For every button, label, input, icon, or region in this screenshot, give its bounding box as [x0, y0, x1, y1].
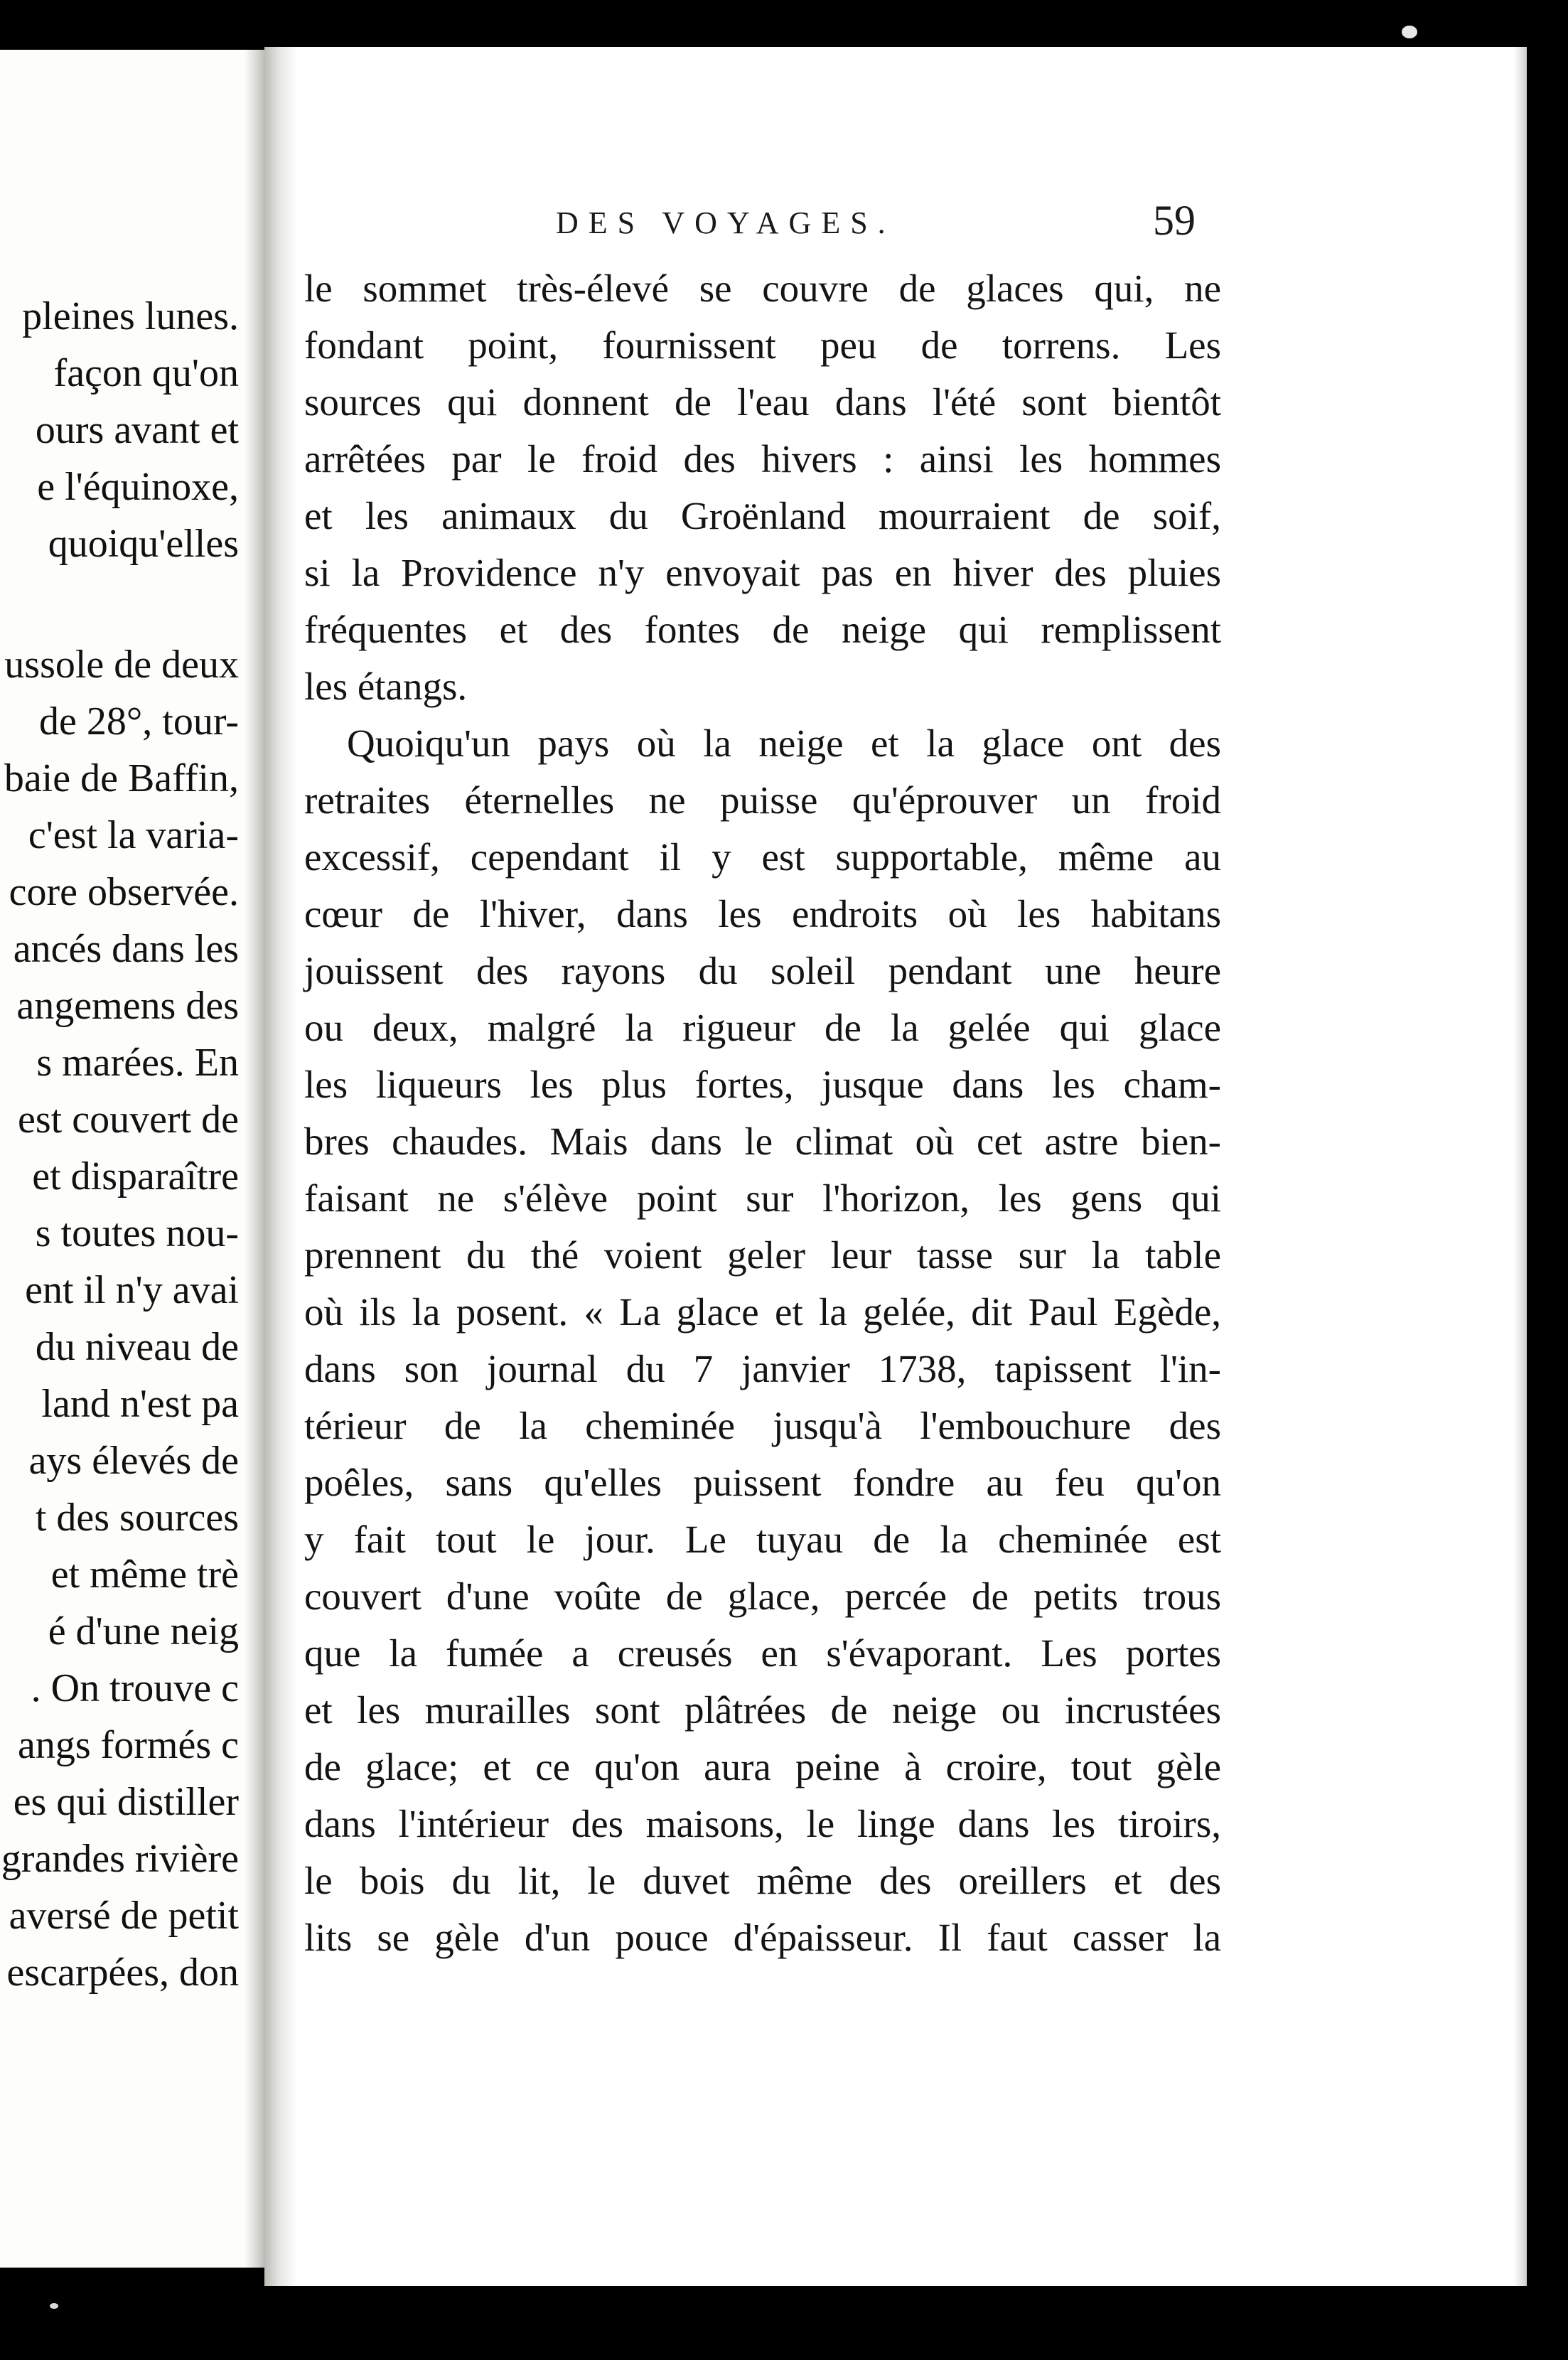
- text-line: le bois du lit, le duvet même des oreillers et des: [304, 1859, 1221, 1902]
- text-line: le sommet très-élevé se couvre de glaces qui, ne: [304, 267, 1221, 310]
- left-text-line: et disparaître: [32, 1154, 239, 1198]
- text-line: si la Providence n'y envoyait pas en hiver des pluies: [304, 551, 1221, 594]
- scan-speck: [50, 2303, 58, 2309]
- running-head: DES VOYAGES.: [556, 205, 896, 240]
- left-text-line: land n'est pa: [41, 1382, 239, 1426]
- left-text-line: aversé de petit: [9, 1894, 239, 1938]
- text-line: que la fumée a creusés en s'évaporant. Les portes: [304, 1631, 1221, 1675]
- text-line: térieur de la cheminée jusqu'à l'embouchure des: [304, 1404, 1221, 1447]
- text-line: et les murailles sont plâtrées de neige ou incrustées: [304, 1688, 1221, 1732]
- left-text-line: façon qu'on: [53, 351, 239, 395]
- left-text-line: ours avant et: [35, 408, 239, 452]
- left-text-line: quoiqu'elles: [48, 522, 239, 566]
- left-text-line: é d'une neig: [48, 1609, 239, 1653]
- text-line: fréquentes et des fontes de neige qui remplissent: [304, 608, 1221, 651]
- text-line: lits se gèle d'un pouce d'épaisseur. Il faut casser la: [304, 1916, 1221, 1959]
- left-page-gutter-shadow: [245, 50, 264, 2268]
- left-text-line: baie de Baffin,: [4, 756, 239, 800]
- text-line: cœur de l'hiver, dans les endroits où les habitans: [304, 892, 1221, 935]
- scan-speck: [1402, 26, 1417, 38]
- text-line: poêles, sans qu'elles puissent fondre au feu qu'on: [304, 1461, 1221, 1504]
- left-text-line: angemens des: [16, 984, 239, 1028]
- text-line: où ils la posent. « La glace et la gelée, dit Paul Egède,: [304, 1290, 1221, 1334]
- right-book-page: [264, 47, 1527, 2286]
- left-text-line: escarpées, don: [6, 1951, 239, 1995]
- text-line: prennent du thé voient geler leur tasse sur la table: [304, 1233, 1221, 1277]
- text-line: fondant point, fournissent peu de torrens. Les: [304, 323, 1221, 367]
- left-facing-page: [0, 50, 264, 2268]
- left-text-line: ays élevés de: [28, 1439, 239, 1483]
- text-line: jouissent des rayons du soleil pendant une heure: [304, 949, 1221, 992]
- text-line: retraites éternelles ne puisse qu'éprouver un froid: [304, 778, 1221, 822]
- text-line: de glace; et ce qu'on aura peine à croire, tout gèle: [304, 1745, 1221, 1788]
- text-line: les liqueurs les plus fortes, jusque dans les cham-: [304, 1063, 1221, 1106]
- text-line: dans son journal du 7 janvier 1738, tapissent l'in-: [304, 1347, 1221, 1390]
- left-text-line: de 28°, tour-: [39, 699, 239, 744]
- page-gutter-shadow: [264, 47, 297, 2286]
- left-text-line: es qui distiller: [13, 1780, 239, 1824]
- text-line: sources qui donnent de l'eau dans l'été sont bientôt: [304, 380, 1221, 424]
- left-text-line: e l'équinoxe,: [37, 465, 239, 509]
- text-line: faisant ne s'élève point sur l'horizon, les gens qui: [304, 1176, 1221, 1220]
- left-text-line: du niveau de: [35, 1325, 239, 1369]
- left-text-line: ussole de deux: [4, 643, 239, 687]
- left-text-line: s toutes nou-: [35, 1211, 239, 1255]
- page-body-text: [304, 260, 1221, 1966]
- left-text-line: s marées. En: [36, 1041, 239, 1085]
- text-line: y fait tout le jour. Le tuyau de la cheminée est: [304, 1518, 1221, 1561]
- text-line: excessif, cependant il y est supportable, même au: [304, 835, 1221, 879]
- text-line: dans l'intérieur des maisons, le linge dans les tiroirs,: [304, 1802, 1221, 1845]
- left-text-line: t des sources: [35, 1496, 239, 1540]
- text-line: les étangs.: [304, 665, 468, 708]
- page-edge-shadow: [1514, 47, 1527, 2286]
- text-line: et les animaux du Groënland mourraient de soif,: [304, 494, 1221, 537]
- left-text-line: ancés dans les: [13, 927, 239, 971]
- left-text-line: core observée.: [9, 870, 239, 914]
- text-line: ou deux, malgré la rigueur de la gelée qui glace: [304, 1006, 1221, 1049]
- left-text-line: c'est la varia-: [28, 813, 239, 857]
- left-text-line: angs formés c: [17, 1723, 239, 1767]
- left-text-line: est couvert de: [18, 1098, 239, 1142]
- left-text-line: ent il n'y avai: [25, 1268, 239, 1312]
- left-text-line: grandes rivière: [1, 1837, 239, 1881]
- paragraph-start-line: Quoiqu'un pays où la neige et la glace ont des: [347, 722, 1221, 765]
- left-text-line: et même trè: [50, 1552, 239, 1597]
- text-line: couvert d'une voûte de glace, percée de petits trous: [304, 1575, 1221, 1618]
- left-text-line: pleines lunes.: [22, 294, 239, 338]
- text-line: bres chaudes. Mais dans le climat où cet astre bien-: [304, 1120, 1221, 1163]
- page-number: 59: [1153, 197, 1196, 244]
- text-line: arrêtées par le froid des hivers : ainsi les hommes: [304, 437, 1221, 481]
- left-text-line: . On trouve c: [31, 1666, 239, 1710]
